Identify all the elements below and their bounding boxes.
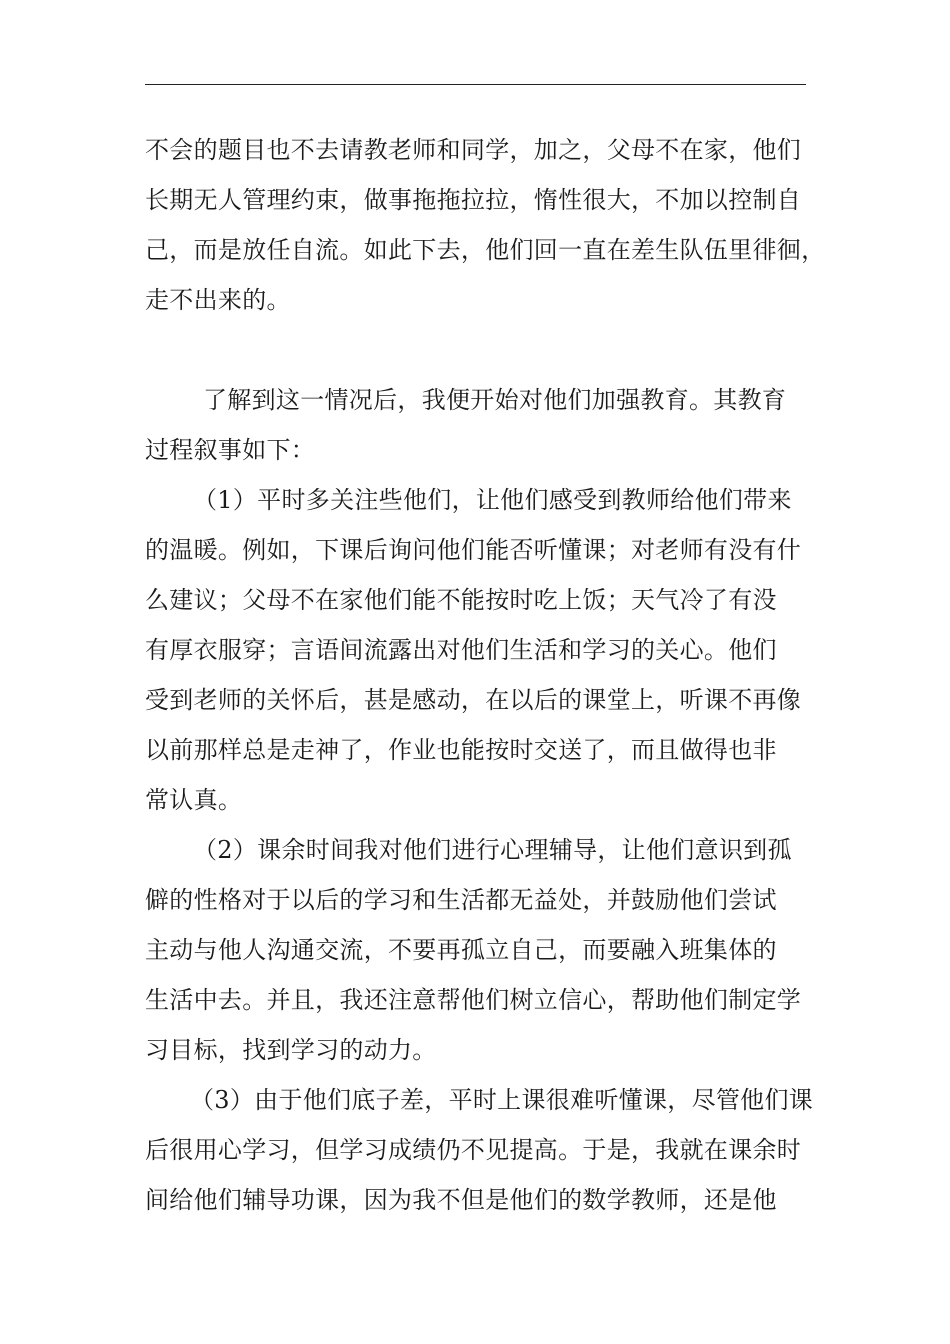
text-line: 常认真。 [145, 786, 243, 814]
text-line: 后很用心学习，但学习成绩仍不见提高。于是，我就在课余时 [145, 1136, 802, 1164]
text-line: （1）平时多关注些他们，让他们感受到教师给他们带来 [193, 486, 792, 514]
text-line: 了解到这一情况后，我便开始对他们加强教育。其教育 [203, 386, 787, 414]
text-line: 主动与他人沟通交流，不要再孤立自己，而要融入班集体的 [145, 936, 777, 964]
text-line: 有厚衣服穿；言语间流露出对他们生活和学习的关心。他们 [145, 636, 777, 664]
header-rule [145, 84, 806, 85]
text-line: 己，而是放任自流。如此下去，他们回一直在差生队伍里徘徊， [145, 236, 826, 264]
text-line: 不会的题目也不去请教老师和同学，加之，父母不在家，他们 [145, 136, 802, 164]
text-line: 长期无人管理约束，做事拖拖拉拉，惰性很大，不加以控制自 [145, 186, 802, 214]
text-line: 受到老师的关怀后，甚是感动，在以后的课堂上，听课不再像 [145, 686, 802, 714]
text-line: 间给他们辅导功课，因为我不但是他们的数学教师，还是他 [145, 1186, 777, 1214]
text-line: 的温暖。例如，下课后询问他们能否听懂课；对老师有没有什 [145, 536, 802, 564]
text-line: 过程叙事如下： [145, 436, 316, 464]
text-line: （2）课余时间我对他们进行心理辅导，让他们意识到孤 [193, 836, 792, 864]
text-line: 走不出来的。 [145, 286, 291, 314]
text-line: 习目标，找到学习的动力。 [145, 1036, 437, 1064]
text-line: 僻的性格对于以后的学习和生活都无益处，并鼓励他们尝试 [145, 886, 777, 914]
text-line: 生活中去。并且，我还注意帮他们树立信心，帮助他们制定学 [145, 986, 802, 1014]
text-line: 以前那样总是走神了，作业也能按时交送了，而且做得也非 [145, 736, 777, 764]
text-line: （3）由于他们底子差，平时上课很难听懂课，尽管他们课 [190, 1086, 814, 1114]
text-line: 么建议；父母不在家他们能不能按时吃上饭；天气冷了有没 [145, 586, 777, 614]
